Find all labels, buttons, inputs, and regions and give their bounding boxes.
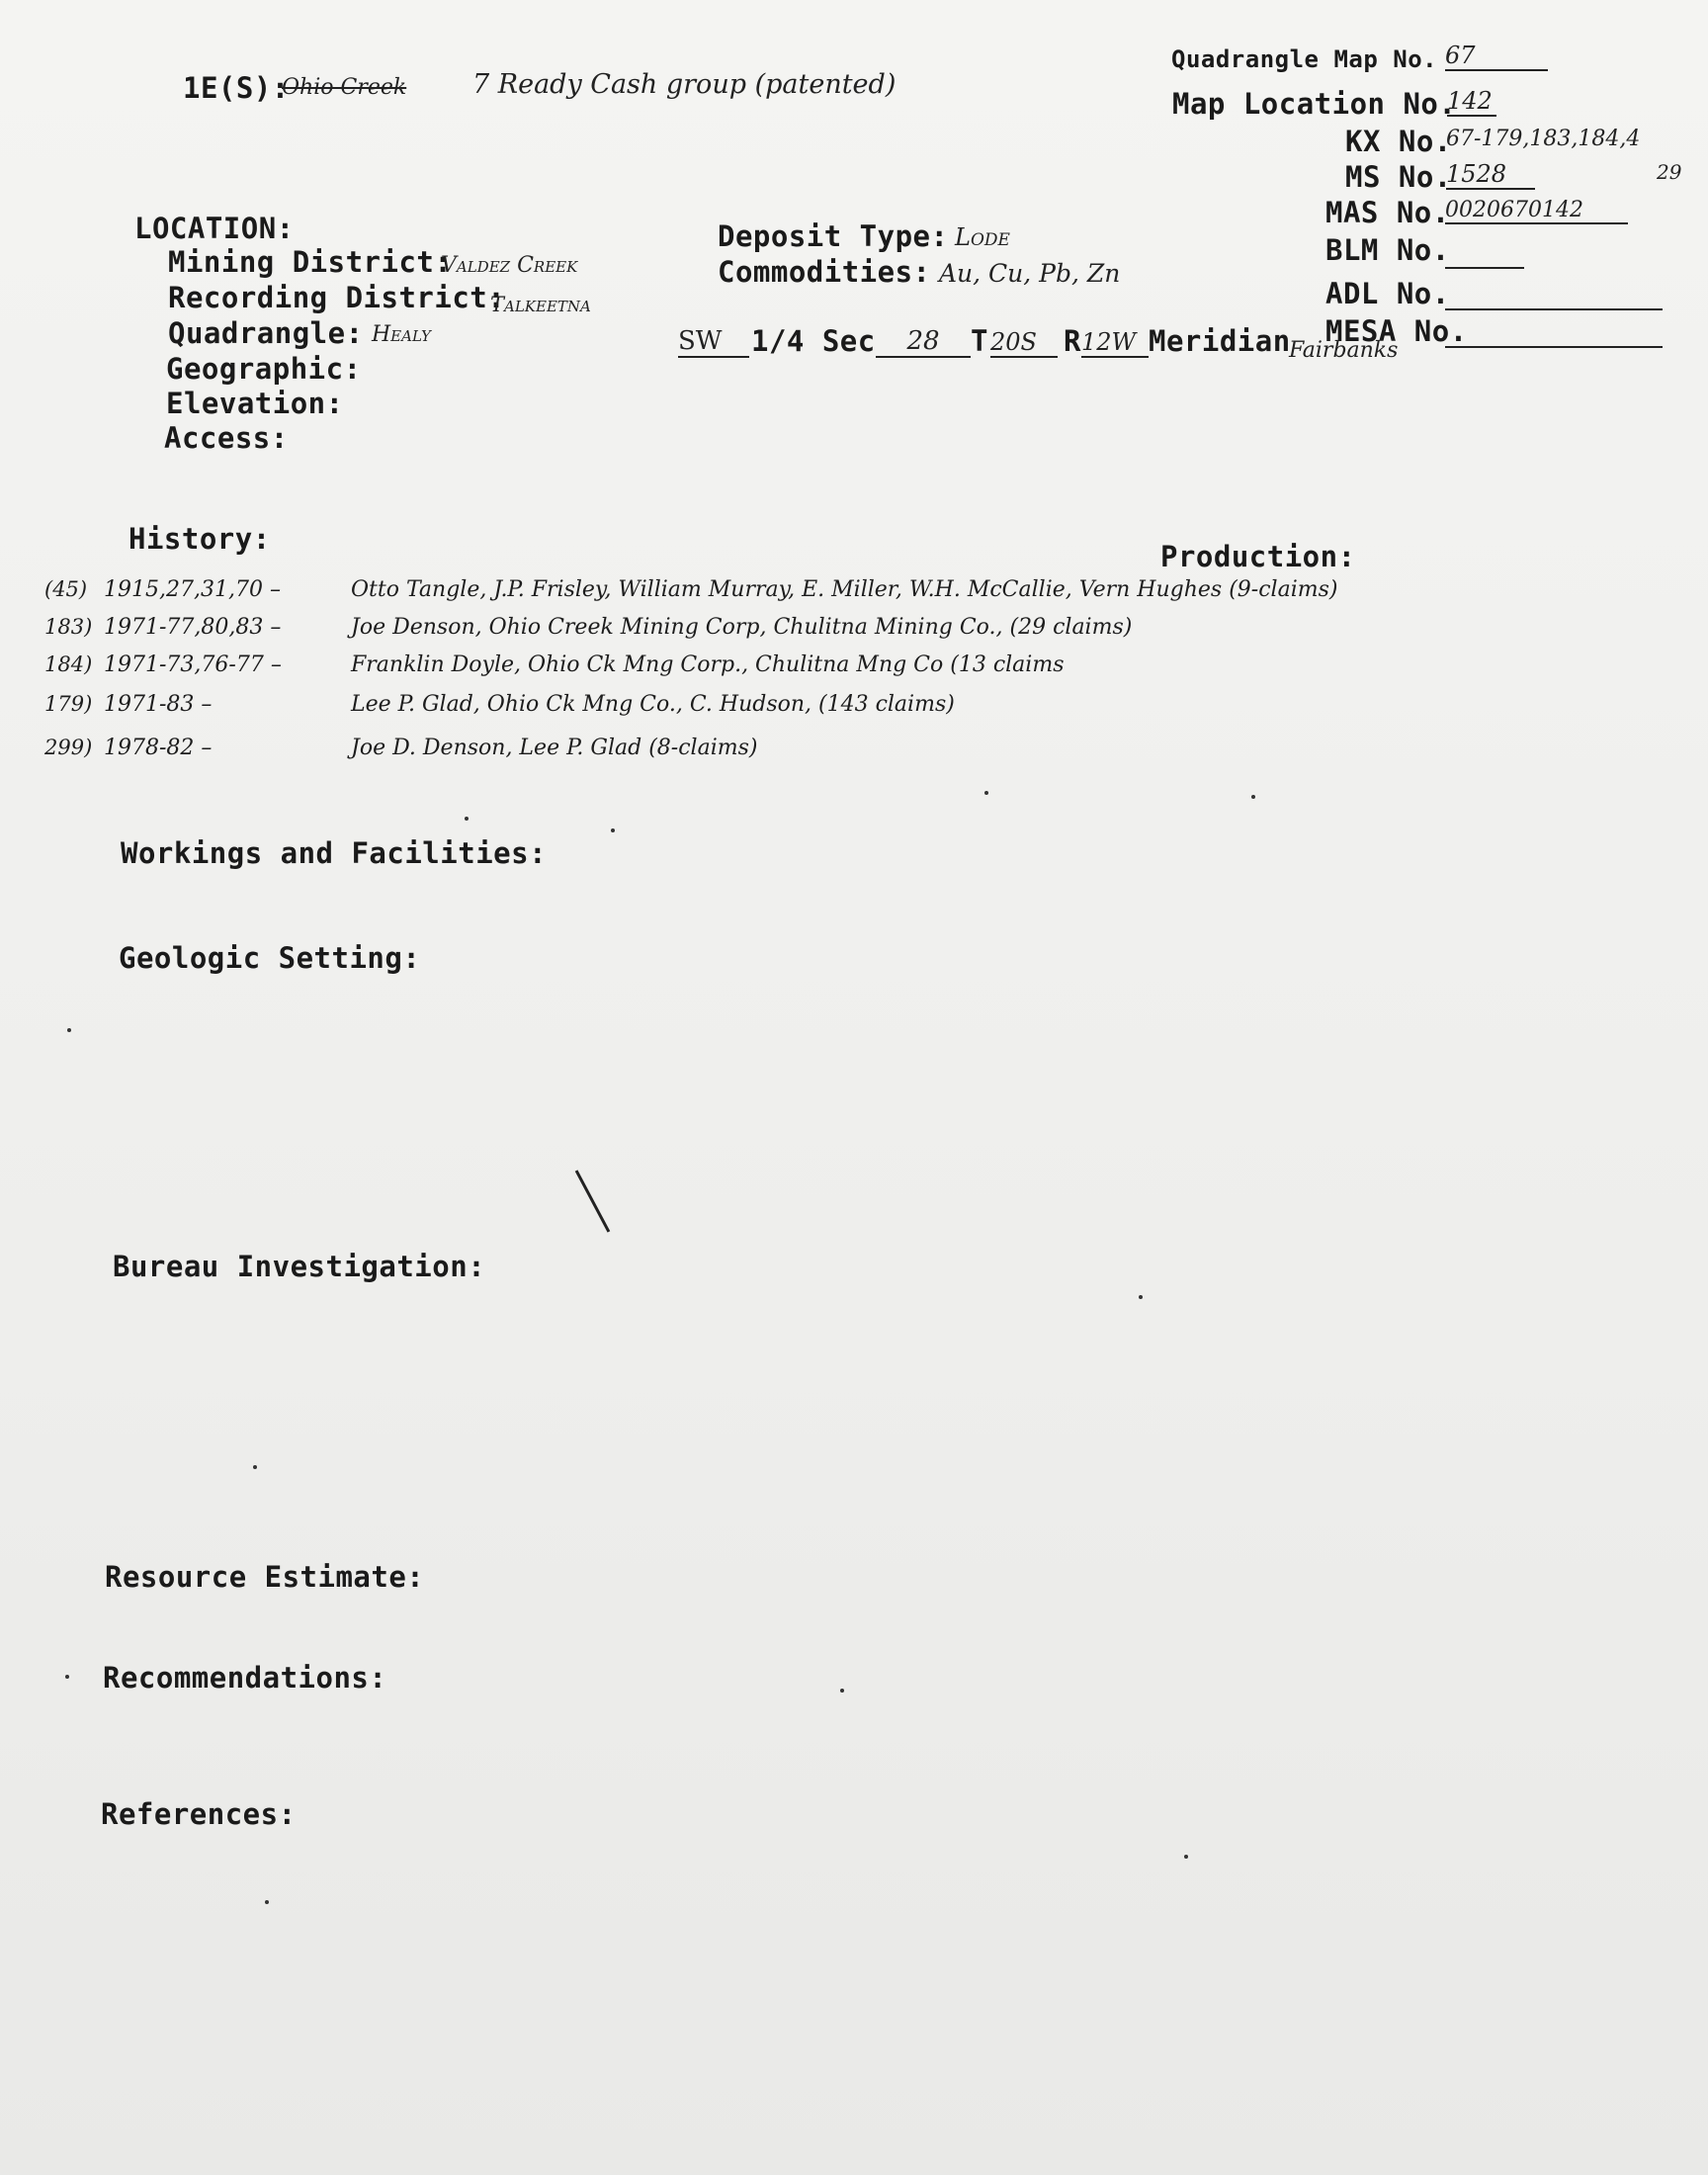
scan-speck xyxy=(840,1689,844,1693)
quad-map-label: Quadrangle Map No. xyxy=(1171,45,1438,73)
township-value xyxy=(990,328,1058,358)
blm-label: BLM No. xyxy=(1325,233,1450,267)
scan-speck xyxy=(253,1465,257,1469)
bureau-heading: Bureau Investigation: xyxy=(113,1250,486,1283)
scan-mark xyxy=(575,1170,611,1232)
scan-speck xyxy=(465,817,469,821)
quarter-value xyxy=(678,326,749,358)
name-struck-value: Ohio Creek xyxy=(282,75,407,100)
quad-map-number: 67 xyxy=(1445,42,1548,71)
workings-heading: Workings and Facilities: xyxy=(121,836,548,870)
township-number: 20S xyxy=(990,328,1058,358)
history-row xyxy=(44,615,1132,640)
section-number: 28 xyxy=(876,326,971,358)
history-row-names: Joe Denson, Ohio Creek Mining Corp, Chulitna Mining Co., (29 claims) xyxy=(351,615,1133,640)
mas-number: 0020670142 xyxy=(1445,198,1628,224)
adl-blank xyxy=(1445,308,1663,310)
history-row-code: 184) xyxy=(44,652,93,676)
quadrangle-value: Healy xyxy=(372,322,431,347)
scan-speck xyxy=(65,1675,69,1679)
history-row-years: 1978-82 – xyxy=(104,736,213,760)
resource-heading: Resource Estimate: xyxy=(105,1560,425,1594)
quad-map-value xyxy=(1445,42,1548,71)
location-heading: LOCATION: xyxy=(134,212,295,245)
history-row-years: 1971-83 – xyxy=(104,692,213,717)
kx-value: 67-179,183,184,4 xyxy=(1446,127,1641,151)
quadrangle-label: Quadrangle: xyxy=(168,316,364,350)
mas-label: MAS No. xyxy=(1325,196,1450,229)
mining-district-label: Mining District: xyxy=(168,245,453,279)
scan-speck xyxy=(265,1900,269,1904)
elevation-label: Elevation: xyxy=(166,387,344,420)
mesa-label: MESA No. xyxy=(1325,314,1468,348)
history-row xyxy=(44,652,1065,677)
scan-speck xyxy=(67,1028,71,1032)
history-row-years: 1971-73,76-77 – xyxy=(104,652,282,677)
production-heading: Production: xyxy=(1160,540,1356,573)
history-row-names: Franklin Doyle, Ohio Ck Mng Corp., Chulitna Mng Co (13 claims xyxy=(351,652,1065,677)
history-row-years: 1915,27,31,70 – xyxy=(104,577,281,602)
scan-speck xyxy=(1251,795,1255,799)
history-heading: History: xyxy=(128,522,271,556)
geographic-label: Geographic: xyxy=(166,352,362,386)
geologic-heading: Geologic Setting: xyxy=(119,941,421,975)
history-row-names: Otto Tangle, J.P. Frisley, William Murray, E. Miller, W.H. McCallie, Vern Hughes (9-claims) xyxy=(351,577,1338,602)
ms-label: MS No. xyxy=(1345,160,1452,194)
history-row-names: Joe D. Denson, Lee P. Glad (8-claims) xyxy=(351,736,758,760)
recording-district-value: Talkeetna xyxy=(490,293,591,316)
meridian-value: Fairbanks xyxy=(1289,338,1399,363)
scan-speck xyxy=(611,828,615,832)
map-location-label: Map Location No. xyxy=(1172,87,1457,121)
access-label: Access: xyxy=(164,421,289,455)
history-row-code: 179) xyxy=(44,692,93,716)
range-label: R xyxy=(1064,324,1081,358)
recommendations-heading: Recommendations: xyxy=(103,1661,387,1695)
township-label: T xyxy=(971,324,988,358)
name-label: 1E(S): xyxy=(183,71,290,105)
history-row-code: 299) xyxy=(44,736,93,759)
scan-speck xyxy=(1184,1855,1188,1859)
section-value xyxy=(876,326,971,358)
scan-speck xyxy=(984,791,988,795)
mesa-blank xyxy=(1445,346,1663,348)
deposit-type-value: Lode xyxy=(955,223,1010,251)
history-row-code: 183) xyxy=(44,615,93,639)
adl-label: ADL No. xyxy=(1325,277,1450,310)
commodities-value: Au, Cu, Pb, Zn xyxy=(939,259,1121,288)
recording-district-label: Recording District: xyxy=(168,281,506,314)
meridian-label: Meridian xyxy=(1149,324,1291,358)
blm-blank xyxy=(1445,267,1524,269)
history-row-years: 1971-77,80,83 – xyxy=(104,615,282,640)
map-location-value xyxy=(1447,87,1496,117)
history-row xyxy=(44,692,955,717)
quarter-section-label: 1/4 Sec xyxy=(751,324,876,358)
quarter-section-value: SW xyxy=(678,326,749,358)
ms-number: 1528 xyxy=(1446,160,1535,190)
kx-label: KX No. xyxy=(1345,125,1452,158)
history-row-code: (45) xyxy=(44,577,88,601)
name-value: 7 Ready Cash group (patented) xyxy=(472,69,897,100)
kx-value-continued: 29 xyxy=(1657,160,1682,184)
scan-speck xyxy=(1139,1295,1143,1299)
mining-district-value: Valdez Creek xyxy=(441,253,578,278)
history-row xyxy=(44,736,757,760)
mas-value xyxy=(1445,198,1628,224)
range-value xyxy=(1081,328,1149,358)
deposit-type-label: Deposit Type: xyxy=(718,219,949,253)
references-heading: References: xyxy=(101,1797,297,1831)
range-number: 12W xyxy=(1081,328,1149,358)
history-row xyxy=(44,577,1337,602)
ms-value xyxy=(1446,160,1535,190)
map-location-number: 142 xyxy=(1447,87,1496,117)
history-row-names: Lee P. Glad, Ohio Ck Mng Co., C. Hudson, (143 claims) xyxy=(351,692,955,717)
commodities-label: Commodities: xyxy=(718,255,931,289)
